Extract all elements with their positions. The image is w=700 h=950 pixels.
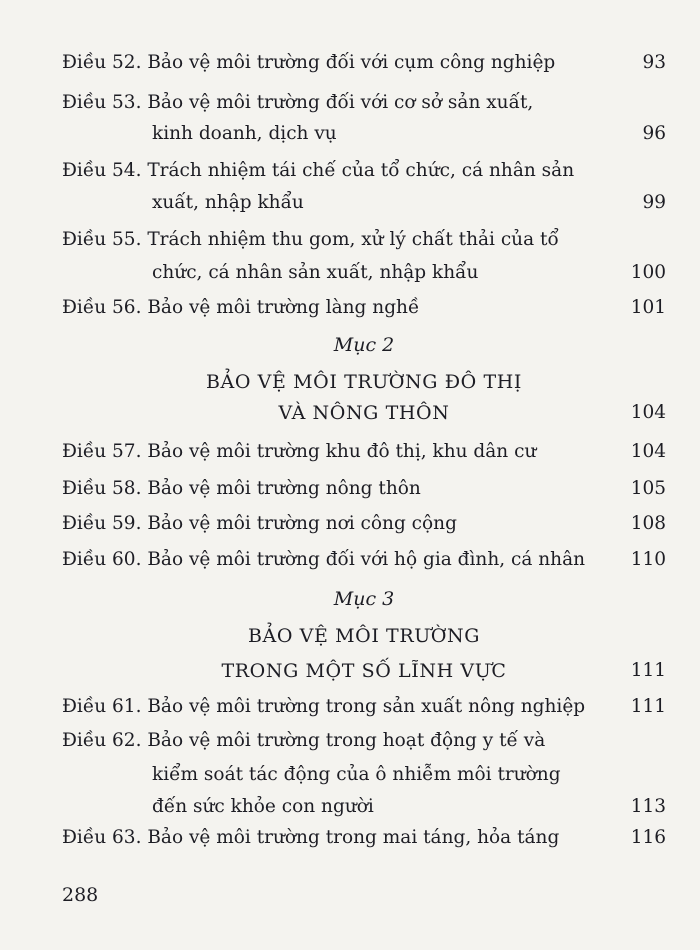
toc-entry-text-cont: đến sức khỏe con người [152,796,374,817]
toc-entry-text-cont: chức, cá nhân sản xuất, nhập khẩu [152,262,479,283]
toc-entry-dieu-52 [62,48,666,78]
section-2-label: Mục 2 [333,334,395,356]
section-2-title-line-2 [62,396,666,430]
toc-entry-page: 105 [630,478,666,499]
toc-entry-dieu-59 [62,509,666,539]
toc-entry-text-cont: kiểm soát tác động của ô nhiễm môi trường [152,764,561,785]
section-2-title-text: VÀ NÔNG THÔN [278,402,450,424]
toc-entry-dieu-56 [62,293,666,323]
toc-entry-dieu-60 [62,545,666,575]
toc-entry-page: 100 [630,262,666,283]
toc-entry-page: 101 [630,297,666,318]
toc-entry-text: Điều 52. Bảo vệ môi trường đối với cụm công nghiệp [62,52,556,73]
toc-entry-dieu-53-cont [62,119,666,149]
toc-entry-dieu-55-cont [62,258,666,288]
toc-entry-page: 111 [630,696,666,717]
toc-entry-dieu-62-cont-1 [62,760,666,790]
toc-entry-text: Điều 53. Bảo vệ môi trường đối với cơ sở sản xuất, [62,92,534,113]
page-number: 288 [62,884,99,906]
toc-entry-dieu-54-cont [62,188,666,218]
section-3-page: 111 [630,660,666,681]
section-2-page: 104 [630,402,666,423]
toc-entry-dieu-54 [62,156,666,186]
toc-entry-page: 99 [642,192,666,213]
toc-entry-page: 116 [630,827,666,848]
section-3-title-line-2 [62,654,666,688]
toc-entry-dieu-62-cont-2 [62,792,666,822]
toc-entry-text: Điều 62. Bảo vệ môi trường trong hoạt động y tế và [62,730,546,751]
toc-entry-dieu-58 [62,474,666,504]
toc-entry-text: Điều 54. Trách nhiệm tái chế của tổ chức, cá nhân sản [62,160,575,181]
toc-entry-page: 104 [630,441,666,462]
section-3-label: Mục 3 [333,588,395,610]
toc-entry-dieu-63 [62,823,666,853]
toc-entry-text: Điều 59. Bảo vệ môi trường nơi công cộng [62,513,457,534]
toc-entry-text: Điều 63. Bảo vệ môi trường trong mai táng, hỏa táng [62,827,560,848]
section-2-title-line-1: BẢO VỆ MÔI TRƯỜNG ĐÔ THỊ [205,371,522,393]
toc-entry-text: Điều 56. Bảo vệ môi trường làng nghề [62,297,420,318]
toc-entry-dieu-62 [62,726,666,756]
toc-entry-page: 96 [642,123,666,144]
toc-entry-text: Điều 61. Bảo vệ môi trường trong sản xuất nông nghiệp [62,696,586,717]
toc-entry-page: 93 [642,52,666,73]
toc-entry-text-cont: xuất, nhập khẩu [152,192,304,213]
toc-entry-dieu-55 [62,225,666,255]
toc-entry-page: 108 [630,513,666,534]
toc-entry-text: Điều 55. Trách nhiệm thu gom, xử lý chất thải của tổ [62,229,559,250]
toc-entry-text-cont: kinh doanh, dịch vụ [152,123,337,144]
section-3-title-text: TRONG MỘT SỐ LĨNH VỰC [221,660,507,682]
toc-entry-text: Điều 57. Bảo vệ môi trường khu đô thị, khu dân cư [62,441,537,462]
toc-entry-page: 113 [630,796,666,817]
toc-entry-page: 110 [630,549,666,570]
section-3-title-line-1: BẢO VỆ MÔI TRƯỜNG [247,625,481,647]
toc-entry-dieu-53 [62,88,666,118]
toc-entry-text: Điều 58. Bảo vệ môi trường nông thôn [62,478,421,499]
toc-entry-text: Điều 60. Bảo vệ môi trường đối với hộ gia đình, cá nhân [62,549,586,570]
toc-entry-dieu-61 [62,692,666,722]
toc-entry-dieu-57 [62,437,666,467]
